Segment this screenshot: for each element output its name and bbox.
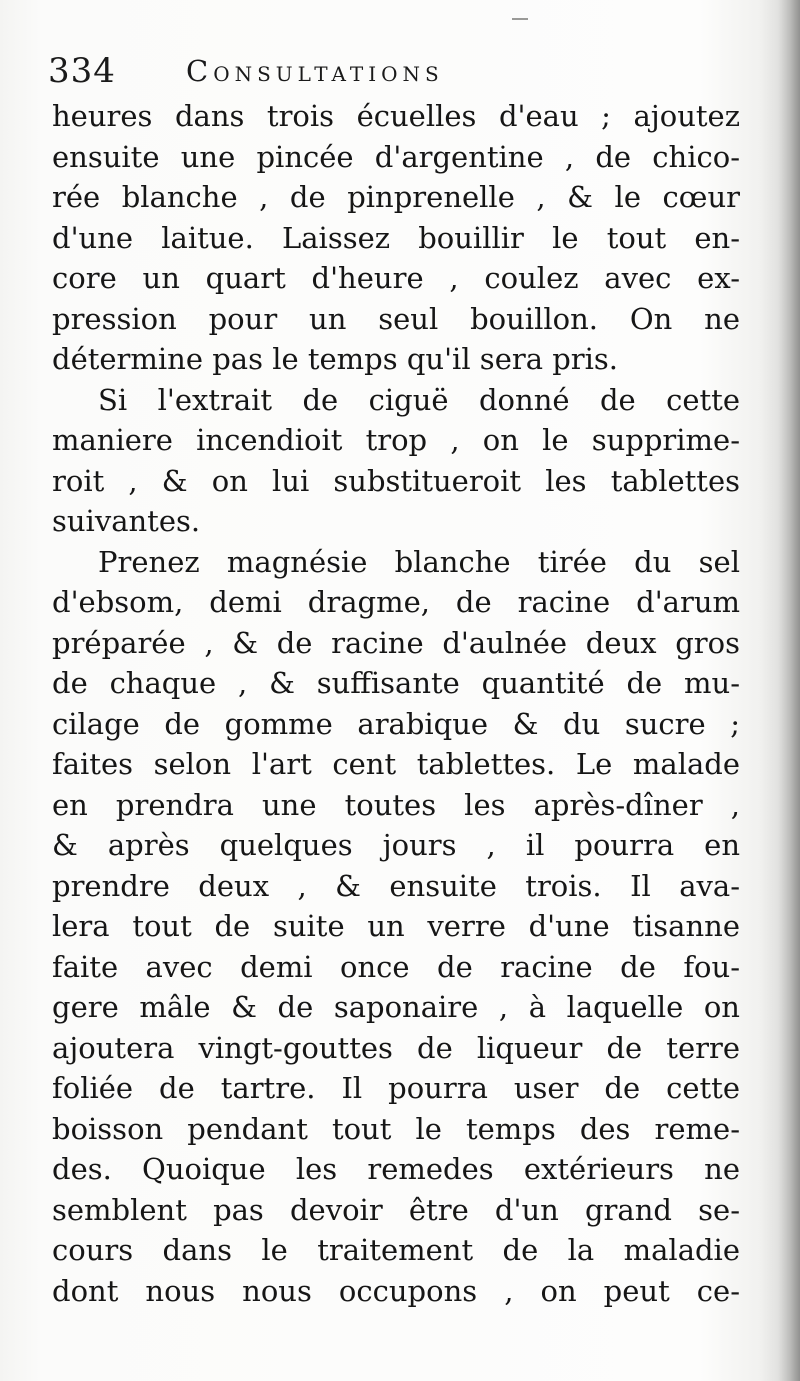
text-line: heures dans trois écuelles d'eau ; ajoutez bbox=[52, 99, 740, 133]
text-line: lera tout de suite un verre d'une tisanne bbox=[52, 909, 740, 943]
text-line: semblent pas devoir être d'un grand se- bbox=[52, 1192, 740, 1227]
text-line: ensuite une pincée d'argentine , de chico- bbox=[52, 139, 740, 174]
text-line: dont nous nous occupons , on peut ce- bbox=[52, 1273, 740, 1308]
text-line: rée blanche , de pinprenelle , & le cœur bbox=[52, 180, 740, 214]
running-title: Consultations bbox=[186, 54, 444, 88]
text-line: faites selon l'art cent tablettes. Le malade bbox=[52, 747, 740, 781]
text-line: cilage de gomme arabique & du sucre ; bbox=[52, 706, 740, 741]
page-edge-shadow bbox=[778, 0, 800, 1381]
text-line: boisson pendant tout le temps des reme- bbox=[52, 1111, 740, 1146]
text-line: core un quart d'heure , coulez avec ex- bbox=[52, 261, 740, 295]
text-line: pression pour un seul bouillon. On ne bbox=[52, 301, 740, 336]
text-line: d'ebsom, demi dragme, de racine d'arum bbox=[52, 585, 740, 619]
text-line: des. Quoique les remedes extérieurs ne bbox=[52, 1152, 740, 1186]
text-line: maniere incendioit trop , on le supprime- bbox=[52, 423, 740, 457]
text-line: foliée de tartre. Il pourra user de cette bbox=[52, 1071, 740, 1105]
text-line: faite avec demi once de racine de fou- bbox=[52, 949, 740, 984]
running-head bbox=[48, 42, 748, 100]
text-line: roit , & on lui substitueroit les tablettes bbox=[52, 463, 740, 498]
text-line: détermine pas le temps qu'il sera pris. bbox=[52, 342, 619, 376]
text-line: d'une laitue. Laissez bouillir le tout en- bbox=[52, 220, 740, 255]
text-line: suivantes. bbox=[52, 504, 201, 538]
paragraph-first-line: Si l'extrait de ciguë donné de cette bbox=[98, 382, 740, 417]
text-line: de chaque , & suffisante quantité de mu- bbox=[52, 666, 740, 700]
text-line: préparée , & de racine d'aulnée deux gros bbox=[52, 625, 740, 660]
text-line: ajoutera vingt-gouttes de liqueur de terre bbox=[52, 1030, 740, 1065]
text-line: prendre deux , & ensuite trois. Il ava- bbox=[52, 868, 740, 903]
paragraph-first-line: Prenez magnésie blanche tirée du sel bbox=[98, 544, 740, 579]
text-line: en prendra une toutes les après-dîner , bbox=[52, 787, 740, 822]
body-text bbox=[52, 96, 740, 1311]
text-line: & après quelques jours , il pourra en bbox=[52, 828, 740, 862]
text-line: cours dans le traitement de la maladie bbox=[52, 1233, 740, 1267]
text-line: gere mâle & de saponaire , à laquelle on bbox=[52, 990, 740, 1024]
page-number: 334 bbox=[48, 51, 116, 91]
top-mark bbox=[512, 18, 528, 20]
